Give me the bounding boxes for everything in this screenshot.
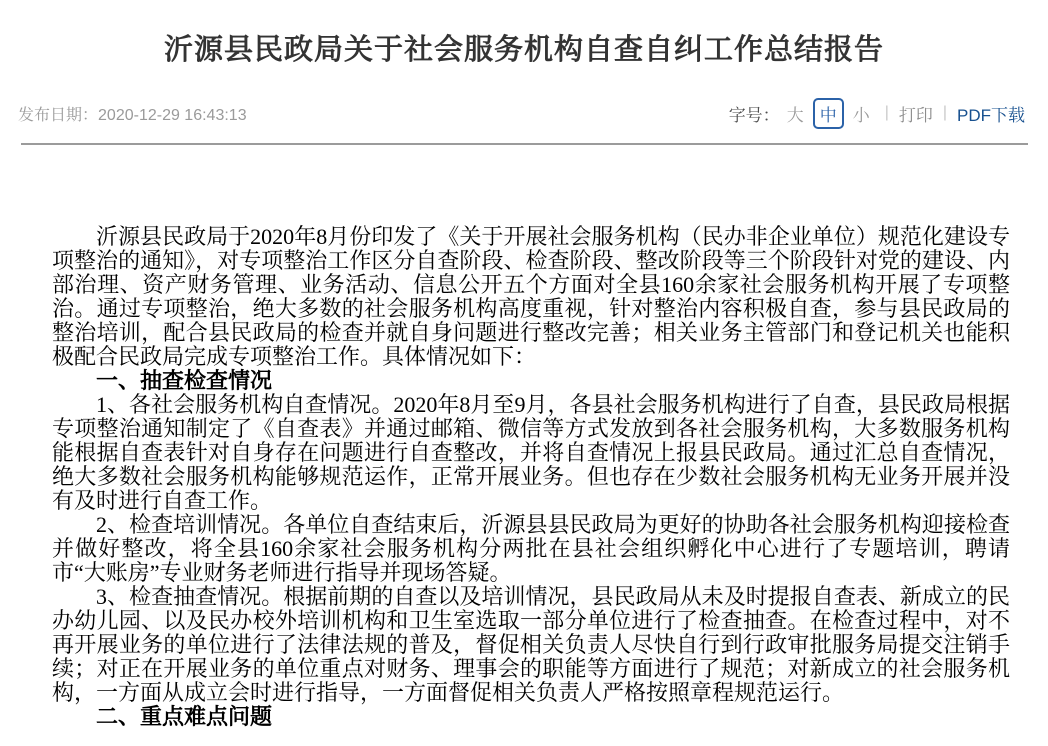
article-page: [0, 27, 1048, 746]
font-size-label: 字号：: [728, 105, 780, 125]
section-heading: 一、抽查检查情况: [96, 368, 273, 393]
font-size-large-button[interactable]: 大: [786, 105, 804, 125]
section-heading: 二、重点难点问题: [96, 704, 273, 729]
article-paragraph: 沂源县民政局于2020年8月份印发了《关于开展社会服务机构（民办非企业单位）规范化建设专项整治的通知》，对专项整治工作区分自查阶段、检查阶段、整改阶段等三个阶段针对党的建设、内部治理、资产财务管理、业务活动、信息公开五个方面对全县160余家社会服务机构开展了专项整治。通过专项整治，绝大多数的社会服务机构高度重视，针对整治内容积极自查，参与县民政局的整治培训，配合县民政局的检查并就自身问题进行整改完善；相关业务主管部门和登记机关也能积极配合民政局完成专项整治工作。具体情况如下：: [52, 224, 1010, 369]
article-toolbar: [729, 98, 1025, 129]
article-paragraph: 3、检查抽查情况。根据前期的自查以及培训情况，县民政局从未及时提报自查表、新成立的民办幼儿园、以及民办校外培训机构和卫生室选取一部分单位进行了检查抽查。在检查过程中，对不再开展业务的单位进行了法律法规的普及，督促相关负责人尽快自行到行政审批服务局提交注销手续；对正在开展业务的单位重点对财务、理事会的职能等方面进行了规范；对新成立的社会服务机构，一方面从成立会时进行指导，一方面督促相关负责人严格按照章程规范运行。: [52, 584, 1010, 705]
article-body: [52, 225, 1010, 729]
toolbar-separator: |: [884, 104, 889, 121]
header-divider: [21, 143, 1028, 145]
font-size-medium-button[interactable]: 中: [813, 98, 844, 129]
meta-row: [18, 99, 1025, 127]
publish-date-value: 2020-12-29 16:43:13: [98, 106, 247, 124]
font-size-small-button[interactable]: 小: [852, 105, 870, 125]
article-paragraph: 2、检查培训情况。各单位自查结束后，沂源县县民政局为更好的协助各社会服务机构迎接检查并做好整改，将全县160余家社会服务机构分两批在县社会组织孵化中心进行了专题培训，聘请市“大账房”专业财务老师进行指导并现场答疑。: [52, 512, 1010, 585]
print-button[interactable]: 打印: [898, 105, 933, 125]
toolbar-separator: |: [942, 104, 947, 121]
publish-date: [18, 102, 247, 125]
page-title: 沂源县民政局关于社会服务机构自查自纠工作总结报告: [163, 34, 884, 66]
article-paragraph: 1、各社会服务机构自查情况。2020年8月至9月，各县社会服务机构进行了自查，县民政局根据专项整治通知制定了《自查表》并通过邮箱、微信等方式发放到各社会服务机构，大多数服务机构能根据自查表针对自身存在问题进行自查整改，并将自查情况上报县民政局。通过汇总自查情况，绝大多数社会服务机构能够规范运作，正常开展业务。但也存在少数社会服务机构无业务开展并没有及时进行自查工作。: [52, 392, 1010, 513]
pdf-download-button[interactable]: PDF下载: [957, 105, 1025, 125]
publish-date-label: 发布日期：: [18, 106, 99, 124]
